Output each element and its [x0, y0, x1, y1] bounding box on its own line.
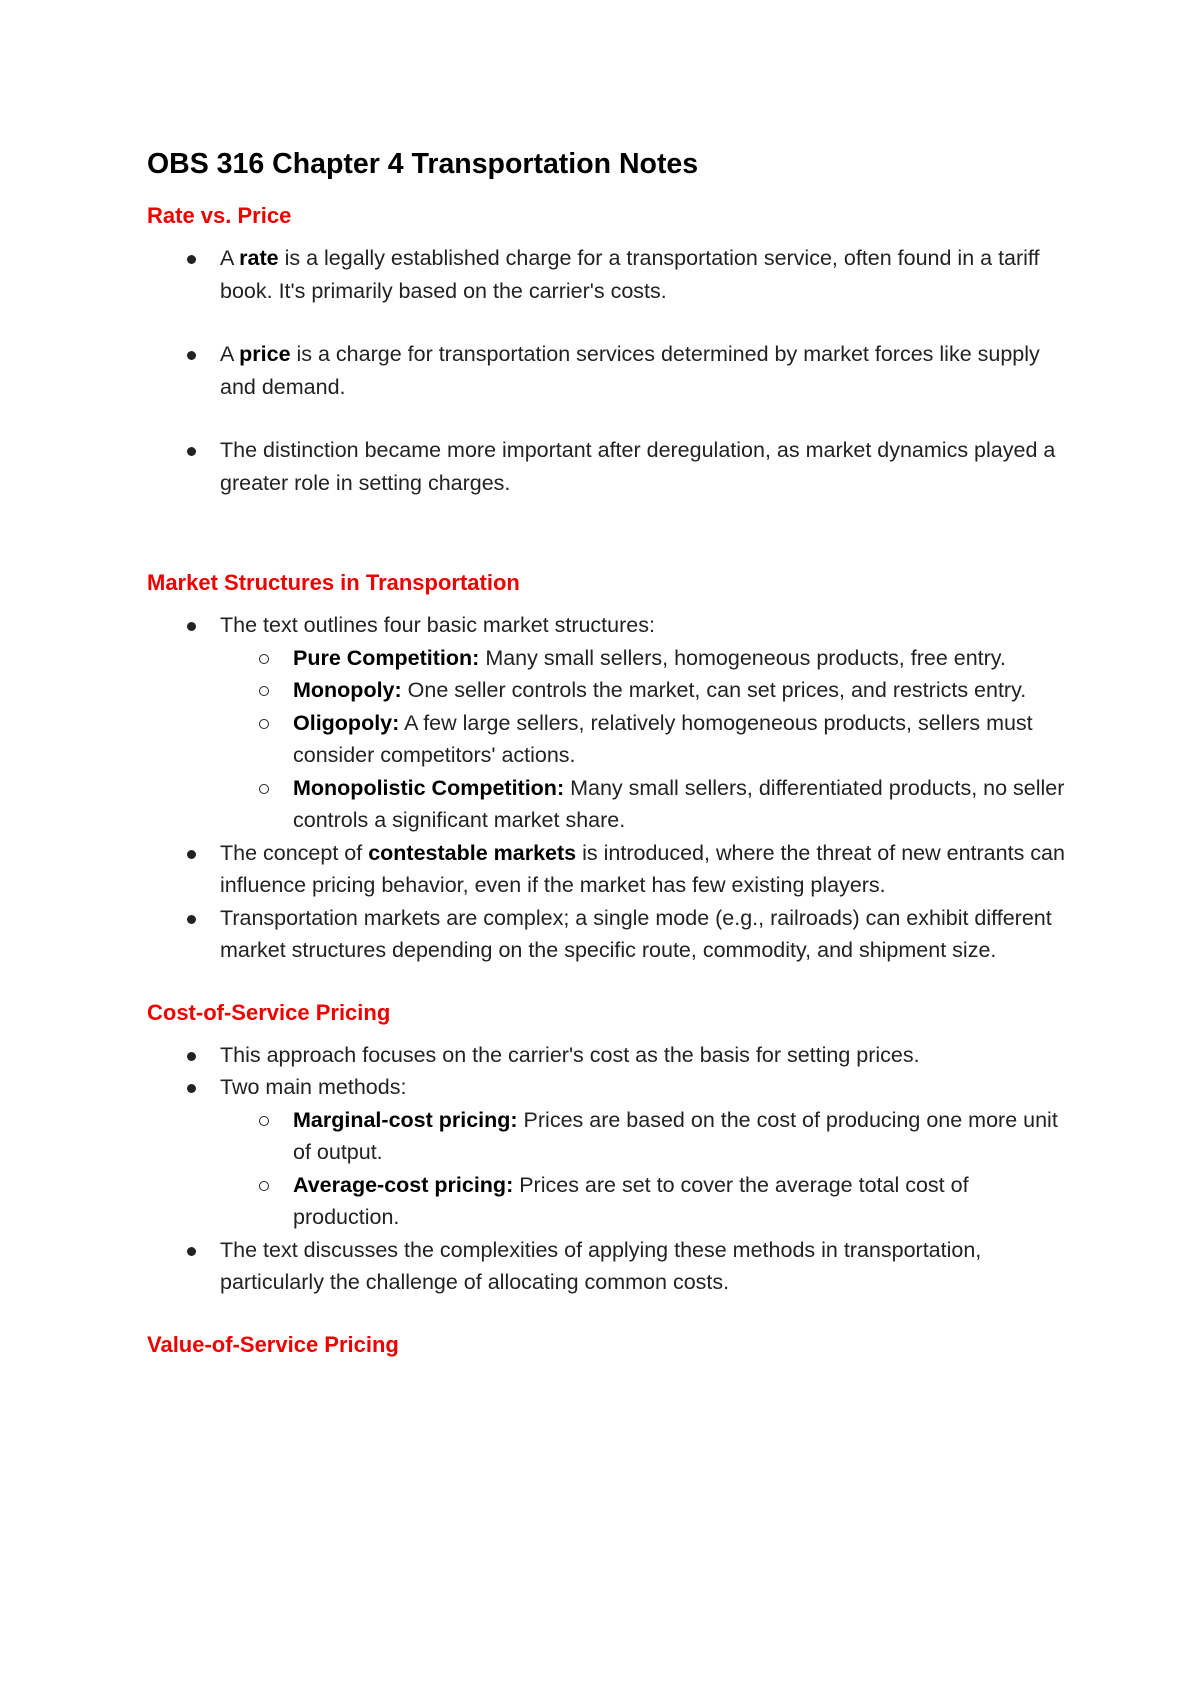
list-item: The distinction became more important after deregulation, as market dynamics played a greater role in setting charges. — [147, 434, 1077, 499]
document-page — [147, 140, 1077, 1363]
list-item: The text discusses the complexities of applying these methods in transportation, particularly the challenge of allocating common costs. — [147, 1234, 1077, 1299]
section-heading-cost-of-service: Cost-of-Service Pricing — [147, 999, 391, 1025]
bold-term: Monopolistic Competition: — [293, 775, 565, 800]
hollow-bullet-icon — [259, 654, 269, 664]
list-item: A price is a charge for transportation services determined by market forces like supply and demand. — [147, 338, 1077, 403]
bullet-icon — [187, 255, 196, 264]
page-title: OBS 316 Chapter 4 Transportation Notes — [147, 148, 699, 180]
sub-list-item: Monopoly: One seller controls the market, can set prices, and restricts entry. — [147, 674, 1077, 707]
bold-term: price — [239, 342, 291, 366]
market-structures-list — [147, 609, 1077, 967]
list-item: This approach focuses on the carrier's cost as the basis for setting prices. — [147, 1039, 1077, 1072]
bullet-icon — [187, 447, 196, 456]
sub-list-item: Average-cost pricing: Prices are set to cover the average total cost of production. — [147, 1169, 1077, 1234]
bold-term: rate — [239, 246, 279, 270]
sub-list-item: Monopolistic Competition: Many small sellers, differentiated products, no seller controls a significant market share. — [147, 772, 1077, 837]
bold-term: contestable markets — [368, 840, 577, 865]
bullet-icon — [187, 622, 196, 631]
hollow-bullet-icon — [259, 784, 269, 794]
section-heading-market-structures: Market Structures in Transportation — [147, 570, 520, 595]
bullet-icon — [187, 850, 196, 859]
bullet-icon — [187, 915, 196, 924]
list-item: A rate is a legally established charge for a transportation service, often found in a tariff book. It's primarily based on the carrier's costs. — [147, 242, 1077, 307]
list-item: The text outlines four basic market structures: — [147, 609, 1077, 642]
hollow-bullet-icon — [259, 719, 269, 729]
bold-term: Marginal-cost pricing: — [293, 1107, 518, 1132]
section-heading-rate-vs-price: Rate vs. Price — [147, 203, 292, 228]
hollow-bullet-icon — [259, 1181, 269, 1191]
cost-of-service-list — [147, 1039, 1077, 1299]
bold-term: Average-cost pricing: — [293, 1172, 514, 1197]
bullet-icon — [187, 351, 196, 360]
bold-term: Oligopoly: — [293, 710, 400, 735]
list-item: Two main methods: — [147, 1071, 1077, 1104]
hollow-bullet-icon — [259, 1116, 269, 1126]
sub-list-item: Oligopoly: A few large sellers, relatively homogeneous products, sellers must consider competitors' actions. — [147, 707, 1077, 772]
bold-term: Monopoly: — [293, 678, 402, 702]
list-item: The concept of contestable markets is introduced, where the threat of new entrants can influence pricing behavior, even if the market has few existing players. — [147, 837, 1077, 902]
bullet-icon — [187, 1247, 196, 1256]
sub-list-item: Marginal-cost pricing: Prices are based on the cost of producing one more unit of output. — [147, 1104, 1077, 1169]
section-heading-value-of-service: Value-of-Service Pricing — [147, 1331, 399, 1357]
bullet-icon — [187, 1052, 196, 1061]
rate-vs-price-list — [147, 242, 1077, 499]
bullet-icon — [187, 1084, 196, 1093]
list-item: Transportation markets are complex; a single mode (e.g., railroads) can exhibit different market structures depending on the specific route, commodity, and shipment size. — [147, 902, 1077, 967]
hollow-bullet-icon — [259, 686, 269, 696]
bold-term: Pure Competition: — [293, 645, 480, 670]
sub-list-item: Pure Competition: Many small sellers, homogeneous products, free entry. — [147, 642, 1077, 675]
